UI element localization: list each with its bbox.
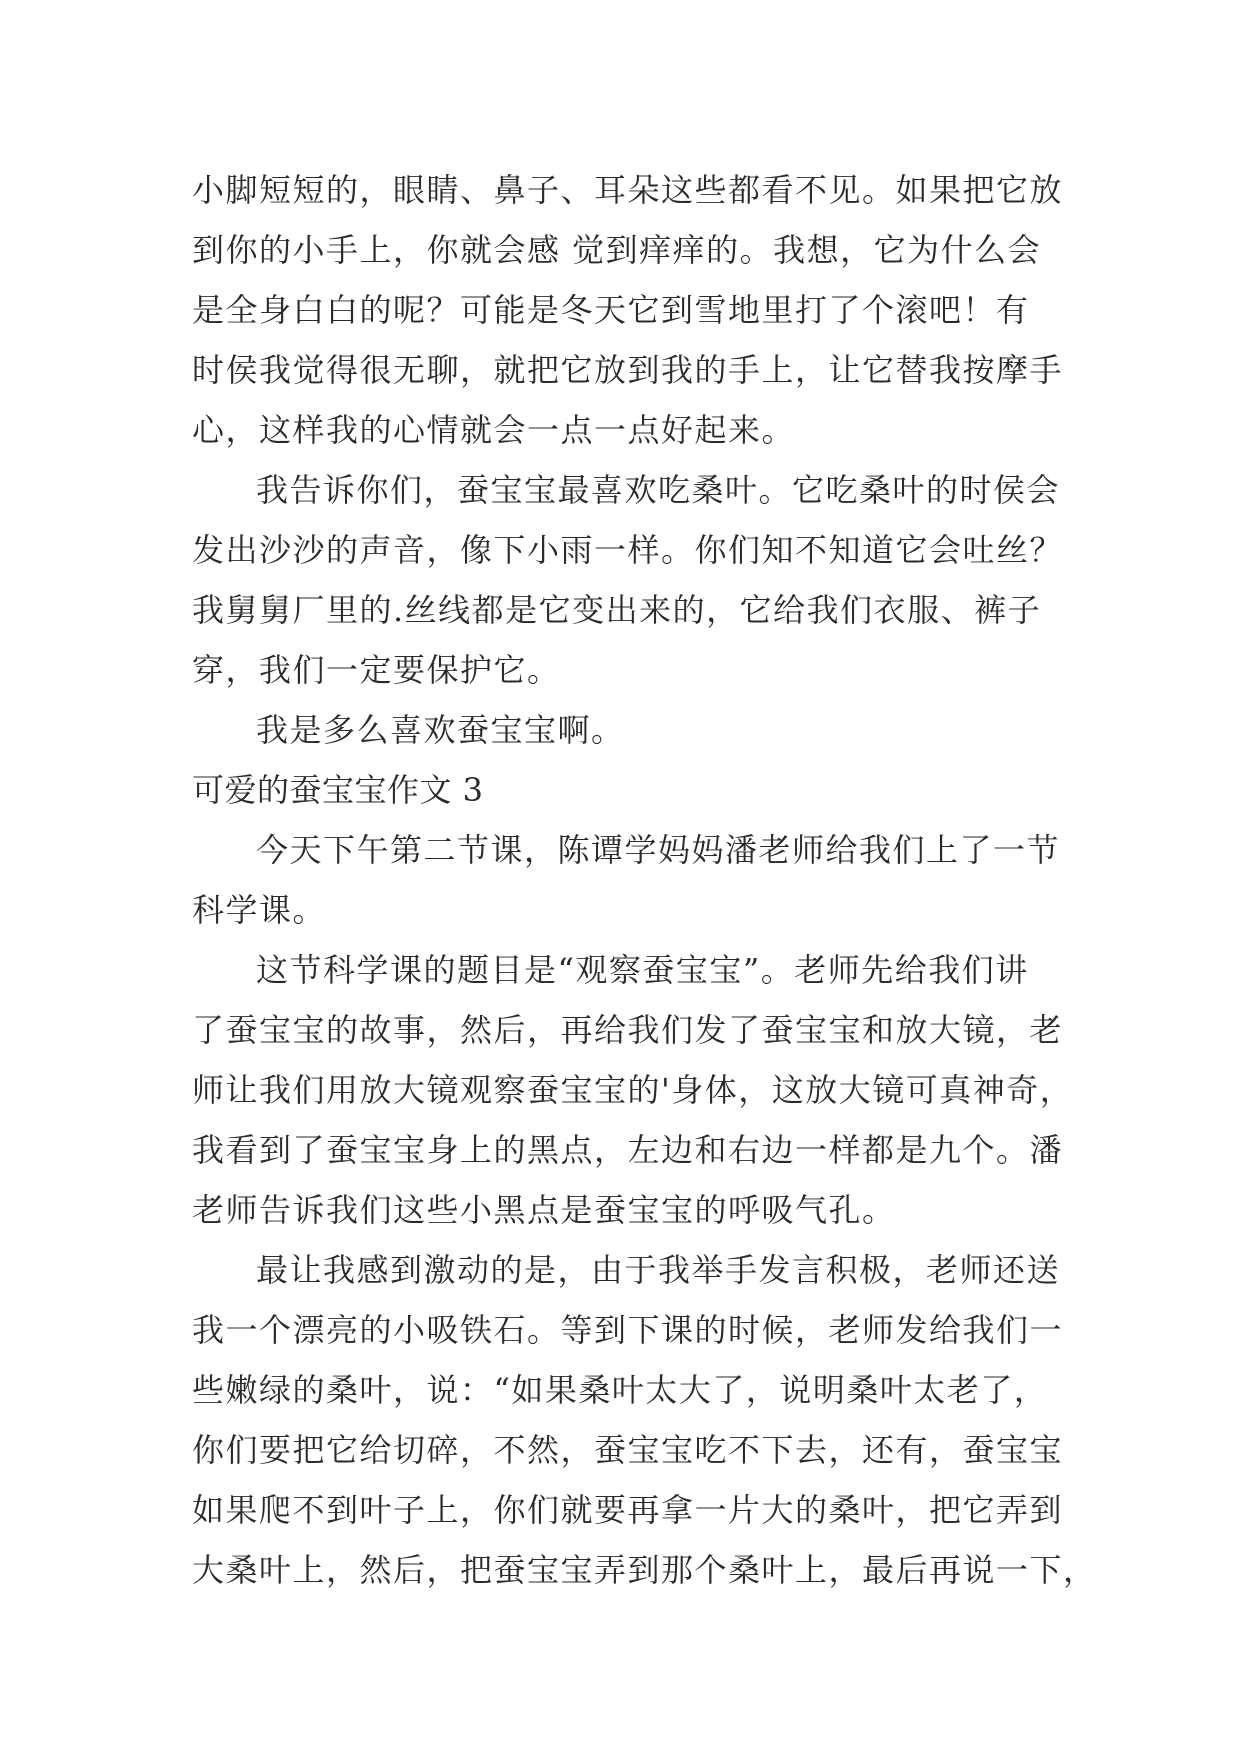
text-line: 我舅舅厂里的.丝线都是它变出来的，它给我们衣服、裤子 — [192, 591, 1042, 629]
paragraph-start: 今天下午第二节课，陈谭学妈妈潘老师给我们上了一节 — [256, 831, 1061, 869]
text-line: 师让我们用放大镜观察蚕宝宝的'身体，这放大镜可真神奇， — [192, 1071, 1074, 1109]
text-line: 小脚短短的，眼睛、鼻子、耳朵这些都看不见。如果把它放 — [192, 171, 1064, 209]
paragraph-start: 我告诉你们，蚕宝宝最喜欢吃桑叶。它吃桑叶的时侯会 — [256, 471, 1061, 509]
text-line: 大桑叶上，然后，把蚕宝宝弄到那个桑叶上，最后再说一下， — [192, 1551, 1097, 1589]
paragraph-start: 我是多么喜欢蚕宝宝啊。 — [256, 711, 625, 749]
document-body — [192, 160, 1097, 1600]
text-line: 是全身白白的呢？可能是冬天它到雪地里打了个滚吧！有 — [192, 291, 1030, 329]
paragraph-start: 这节科学课的题目是“观察蚕宝宝”。老师先给我们讲 — [256, 951, 1029, 989]
text-line: 你们要把它给切碎，不然，蚕宝宝吃不下去，还有，蚕宝宝 — [192, 1431, 1064, 1469]
text-line: 我一个漂亮的小吸铁石。等到下课的时候，老师发给我们一 — [192, 1311, 1064, 1349]
text-line: 了蚕宝宝的故事，然后，再给我们发了蚕宝宝和放大镜，老 — [192, 1011, 1064, 1049]
paragraph-start: 最让我感到激动的是，由于我举手发言积极，老师还送 — [256, 1251, 1061, 1289]
text-line: 心，这样我的心情就会一点一点好起来。 — [192, 411, 796, 449]
text-line: 科学课。 — [192, 891, 327, 929]
text-line: 些嫩绿的桑叶，说：“如果桑叶太大了，说明桑叶太老了， — [192, 1371, 1048, 1409]
text-line: 老师告诉我们这些小黑点是蚕宝宝的呼吸气孔。 — [192, 1191, 896, 1229]
section-heading: 可爱的蚕宝宝作文 3 — [192, 771, 484, 809]
text-line: 到你的小手上，你就会感 觉到痒痒的。我想，它为什么会 — [192, 231, 1042, 269]
text-line: 穿，我们一定要保护它。 — [192, 651, 561, 689]
text-line: 时侯我觉得很无聊，就把它放到我的手上，让它替我按摩手 — [192, 351, 1064, 389]
text-line: 我看到了蚕宝宝身上的黑点，左边和右边一样都是九个。潘 — [192, 1131, 1064, 1169]
text-line: 如果爬不到叶子上，你们就要再拿一片大的桑叶，把它弄到 — [192, 1491, 1064, 1529]
text-line: 发出沙沙的声音，像下小雨一样。你们知不知道它会吐丝？ — [192, 531, 1064, 569]
